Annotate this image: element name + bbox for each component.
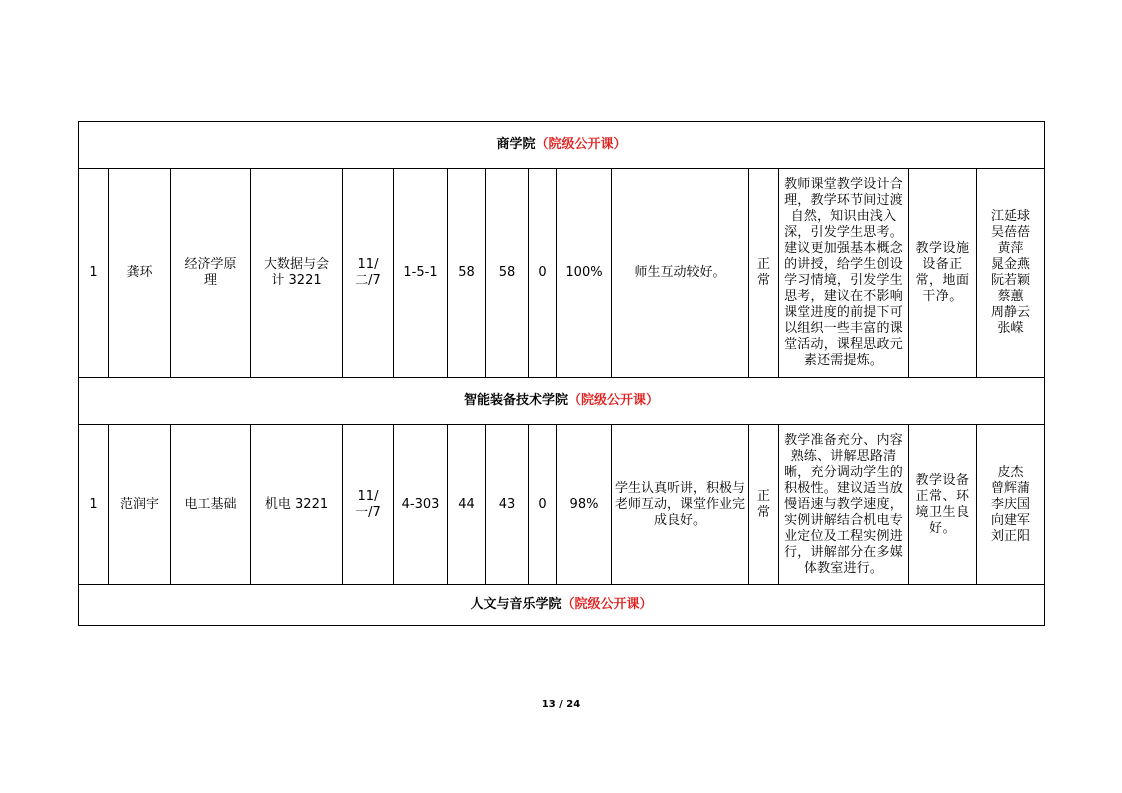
cell-comment: 教师课堂教学设计合理，教学环节间过渡自然，知识由浅入深，引发学生思考。建议更加强基本概念的讲授，给学生创设学习情境，引发学生思考，建议在不影响课堂进度的前提下可以组织一些丰富的课堂活动，课程思政元素还需提炼。 xyxy=(779,169,909,378)
order-text: 正常 xyxy=(756,488,770,520)
section-title xyxy=(79,585,1045,626)
cell-facility: 教学设施设备正常，地面干净。 xyxy=(909,169,977,378)
cell-room: 4-303 xyxy=(394,425,448,585)
cell-absent: 0 xyxy=(529,169,557,378)
section-row xyxy=(79,122,1045,169)
cell-course: 经济学原理 xyxy=(171,169,251,378)
section-name: 智能装备技术学院 xyxy=(463,393,568,408)
cell-date: 11/一/7 xyxy=(343,425,394,585)
cell-actual-attend: 58 xyxy=(486,169,529,378)
table-row xyxy=(79,425,1045,585)
cell-course: 电工基础 xyxy=(171,425,251,585)
cell-class: 大数据与会计 3221 xyxy=(251,169,343,378)
cell-facility: 教学设备正常、环境卫生良好。 xyxy=(909,425,977,585)
cell-class: 机电 3221 xyxy=(251,425,343,585)
cell-should-attend: 58 xyxy=(448,169,486,378)
section-tag: （院级公开课） xyxy=(561,597,653,612)
order-text: 正常 xyxy=(756,257,770,288)
cell-teacher: 龚环 xyxy=(109,169,171,378)
section-name: 人文与音乐学院 xyxy=(470,597,562,612)
cell-order xyxy=(749,425,779,585)
observation-table xyxy=(78,121,1045,626)
cell-no: 1 xyxy=(79,169,109,378)
page-number: 13 / 24 xyxy=(541,699,581,710)
section-title xyxy=(79,378,1045,425)
section-row xyxy=(79,585,1045,626)
section-tag: （院级公开课） xyxy=(535,137,627,152)
cell-room: 1-5-1 xyxy=(394,169,448,378)
cell-date: 11/二/7 xyxy=(343,169,394,378)
cell-student-status: 学生认真听讲，积极与老师互动，课堂作业完成良好。 xyxy=(612,425,749,585)
cell-rate: 100% xyxy=(557,169,612,378)
section-row xyxy=(79,378,1045,425)
section-title xyxy=(79,122,1045,169)
cell-observers: 江延球 吴蓓蓓 黄萍 晁金燕 阮若颖 蔡蕙 周静云 张嵘 xyxy=(977,169,1045,378)
section-tag: （院级公开课） xyxy=(568,393,660,408)
cell-student-status: 师生互动较好。 xyxy=(612,169,749,378)
cell-absent: 0 xyxy=(529,425,557,585)
table-row xyxy=(79,169,1045,378)
cell-comment: 教学准备充分、内容熟练、讲解思路清晰，充分调动学生的积极性。建议适当放慢语速与教学速度，实例讲解结合机电专业定位及工程实例进行，讲解部分在多媒体教室进行。 xyxy=(779,425,909,585)
cell-observers: 皮杰 曾辉蒲 李庆国 向建军 刘正阳 xyxy=(977,425,1045,585)
section-name: 商学院 xyxy=(496,137,536,152)
cell-no: 1 xyxy=(79,425,109,585)
cell-actual-attend: 43 xyxy=(486,425,529,585)
cell-teacher: 范润宇 xyxy=(109,425,171,585)
cell-should-attend: 44 xyxy=(448,425,486,585)
cell-order xyxy=(749,169,779,378)
cell-rate: 98% xyxy=(557,425,612,585)
